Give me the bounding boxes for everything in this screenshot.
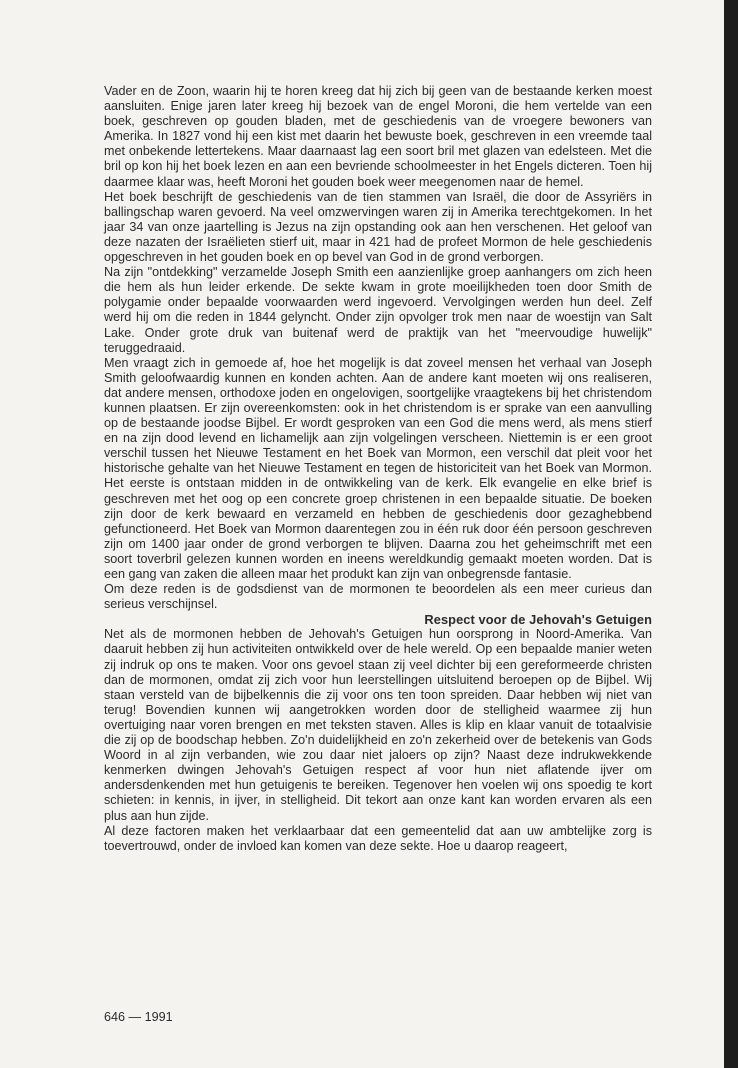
paragraph: Al deze factoren maken het verklaarbaar dat een gemeentelid dat aan uw ambtelijke zorg is toevertrouwd, onder de invloed kan komen van deze sekte. Hoe u daarop reageert,	[104, 823, 652, 853]
page-number: 646 — 1991	[104, 1010, 173, 1024]
section-heading: Respect voor de Jehovah's Getuigen	[424, 612, 652, 628]
paragraph: Het boek beschrijft de geschiedenis van de tien stammen van Israël, die door de Assyriërs in ballingschap waren gevoerd. Na veel omzwervingen waren zij in Amerika terechtgekomen. In het jaar 34 van onze jaartelling is Jezus na zijn opstanding ook aan hen verschenen. Het geloof van deze nazaten der Israëlieten stierf uit, maar in 421 had de profeet Mormon de hele geschiedenis opgeschreven in het gouden boek en op bevel van God in de grond verborgen.	[104, 189, 652, 265]
paragraph: Na zijn "ontdekking" verzamelde Joseph Smith een aanzienlijke groep aanhangers om zich heen die hem als hun leider erkende. De sekte kwam in grote moeilijkheden toen door Smith de polygamie onder bepaalde voorwaarden werd ingevoerd. Vervolgingen werden hun deel. Zelf werd hij om die reden in 1844 gelyncht. Onder zijn opvolger trok men naar de woestijn van Salt Lake. Onder grote druk van buitenaf werd de praktijk van het "meervoudige huwelijk" teruggedraaid.	[104, 265, 652, 355]
scan-edge	[724, 0, 738, 1068]
paragraph: Men vraagt zich in gemoede af, hoe het mogelijk is dat zoveel mensen het verhaal van Joseph Smith geloofwaardig kunnen en konden achten. Aan de andere kant moeten wij ons realiseren, dat andere mensen, orthodoxe joden en ongelovigen, soortgelijke vraagtekens bij het christendom kunnen plaatsen. Er zijn overeenkomsten: ook in het christendom is er sprake van een aanvulling op de bestaande joodse Bijbel. Er wordt gesproken van een God die mens werd, als mens stierf en na zijn dood levend en lichamelijk aan zijn volgelingen verscheen. Niettemin is er een groot verschil tussen het Nieuwe Testament en het Boek van Mormon, een verschil dat pleit voor het historische gehalte van het Nieuwe Testament en tegen de historiciteit van het Boek van Mormon. Het eerste is ontstaan midden in de ontwikkeling van de kerk. Elk evangelie en elke brief is geschreven met het oog op een concrete groep christenen in een bepaalde situatie. De boeken zijn door de kerk bewaard en verzameld en hebben de geschiedenis door gezaghebbend gefunctioneerd. Het Boek van Mormon daarentegen zou in één ruk door één persoon geschreven zijn om 1400 jaar onder de grond verborgen te blijven. Daarna zou het geheimschrift met een soort toverbril gelezen kunnen worden en ineens wereldkundig gemaakt moeten worden. Dat is een gang van zaken die alleen maar het produkt kan zijn van onbegrensde fantasie.	[104, 355, 652, 581]
text-column	[104, 84, 652, 854]
paragraph: Net als de mormonen hebben de Jehovah's Getuigen hun oorsprong in Noord-Amerika. Van daaruit hebben zij hun activiteiten ontwikkeld over de hele wereld. Op een bepaalde manier weten zij indruk op ons te maken. Voor ons gevoel staan zij veel dichter bij een gereformeerde christen dan de mormonen, omdat zij zich voor hun leerstellingen uitsluitend beroepen op de Bijbel. Wij staan versteld van de bijbelkennis die zij voor ons ten toon spreiden. Daar hebben wij niet van terug! Bovendien kunnen wij aangetrokken worden door de stelligheid waarmee zij hun overtuiging naar voren brengen en met teksten staven. Alles is klip en klaar vanuit de totaalvisie die zij op de boodschap hebben. Zo'n duidelijkheid en zo'n zekerheid over de betekenis van Gods Woord in al zijn verbanden, wie zou daar niet jaloers op zijn? Naast deze indrukwekkende kenmerken dwingen Jehovah's Getuigen respect af voor hun niet aflatende ijver om andersdenkenden met hun getuigenis te bereiken. Tegenover hen voelen wij ons spoedig te kort schieten: in kennis, in ijver, in stelligheid. Dit tekort aan onze kant kan worden ervaren als een plus aan hun zijde.	[104, 627, 652, 823]
paragraph: Om deze reden is de godsdienst van de mormonen te beoordelen als een meer curieus dan serieus verschijnsel.	[104, 582, 652, 612]
paragraph: Vader en de Zoon, waarin hij te horen kreeg dat hij zich bij geen van de bestaande kerken moest aansluiten. Enige jaren later kreeg hij bezoek van de engel Moroni, die hem vertelde van een boek, geschreven op gouden bladen, met de geschiedenis van de vroegere bewoners van Amerika. In 1827 vond hij een kist met daarin het bewuste boek, geschreven in een vreemde taal met onbekende lettertekens. Maar daarnaast lag een soort bril met glazen van edelsteen. Met die bril op kon hij het boek lezen en aan een bevriende schoolmeester in het Engels dicteren. Toen hij daarmee klaar was, heeft Moroni het gouden boek weer meegenomen naar de hemel.	[104, 84, 652, 189]
